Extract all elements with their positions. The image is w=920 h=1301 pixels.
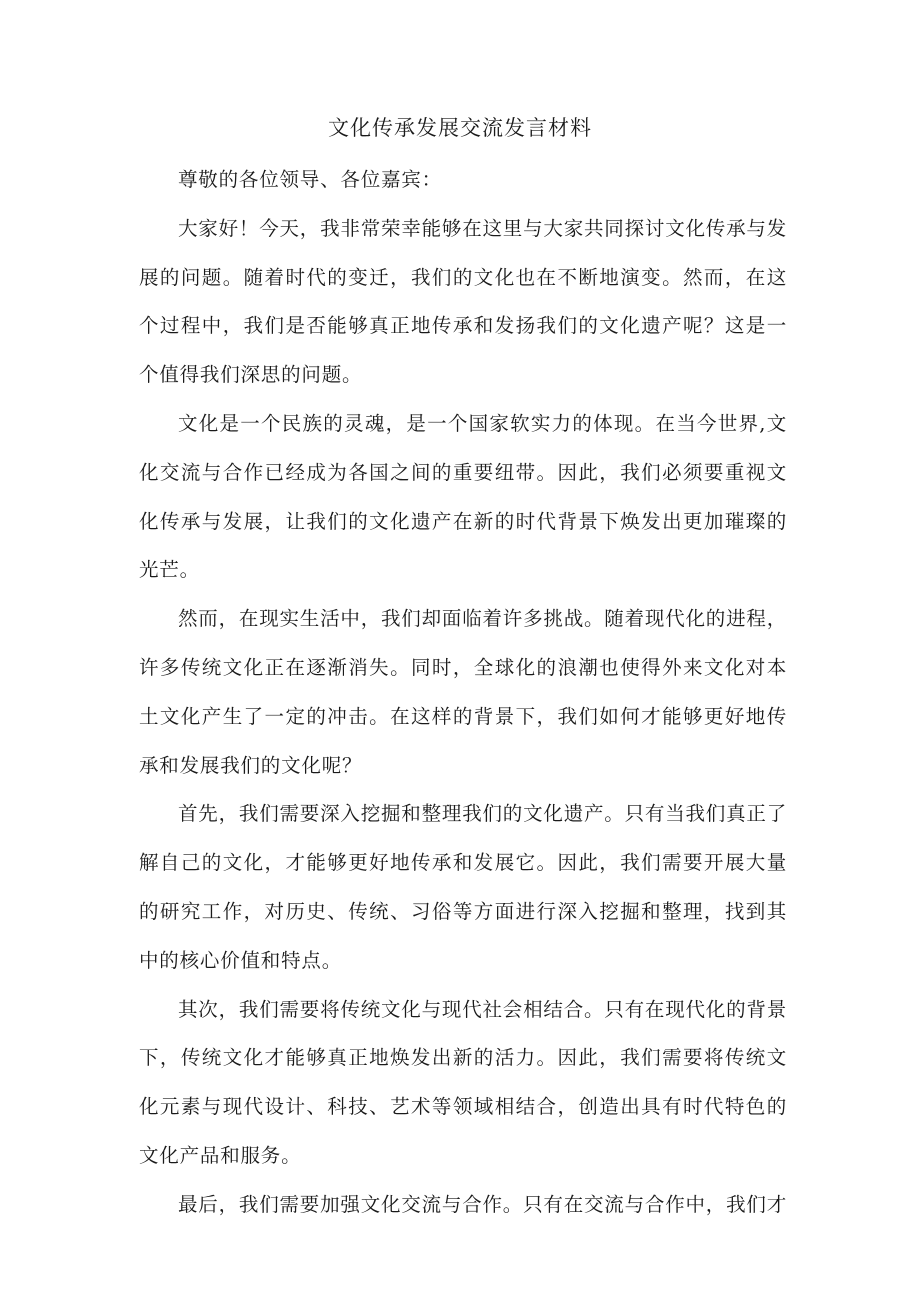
document-title: 文化传承发展交流发言材料 xyxy=(328,116,592,140)
paragraph-5: 其次，我们需要将传统文化与现代社会相结合。只有在现代化的背景下，传统文化才能够真正地焕发出新的活力。因此，我们需要将传统文化元素与现代设计、科技、艺术等领域相结合，创造出具有时代特色的文化产品和服务。 xyxy=(139,997,788,1167)
paragraph-1: 大家好！今天，我非常荣幸能够在这里与大家共同探讨文化传承与发展的问题。随着时代的变迁，我们的文化也在不断地演变。然而，在这个过程中，我们是否能够真正地传承和发扬我们的文化遗产呢？这是一个值得我们深思的问题。 xyxy=(139,216,788,387)
document-body xyxy=(139,156,787,1230)
paragraph-3: 然而，在现实生活中，我们却面临着许多挑战。随着现代化的进程，许多传统文化正在逐渐消失。同时，全球化的浪潮也使得外来文化对本土文化产生了一定的冲击。在这样的背景下，我们如何才能够更好地传承和发展我们的文化呢？ xyxy=(139,607,788,777)
paragraph-4: 首先，我们需要深入挖掘和整理我们的文化遗产。只有当我们真正了解自己的文化，才能够更好地传承和发展它。因此，我们需要开展大量的研究工作，对历史、传统、习俗等方面进行深入挖掘和整理，找到其中的核心价值和特点。 xyxy=(139,802,788,972)
paragraph-6: 最后，我们需要加强文化交流与合作。只有在交流与合作中，我们才 xyxy=(178,1192,788,1216)
paragraph-2: 文化是一个民族的灵魂，是一个国家软实力的体现。在当今世界,文化交流与合作已经成为各国之间的重要纽带。因此，我们必须要重视文化传承与发展，让我们的文化遗产在新的时代背景下焕发出更加璀璨的光芒。 xyxy=(139,411,787,582)
salutation: 尊敬的各位领导、各位嘉宾： xyxy=(178,168,442,191)
